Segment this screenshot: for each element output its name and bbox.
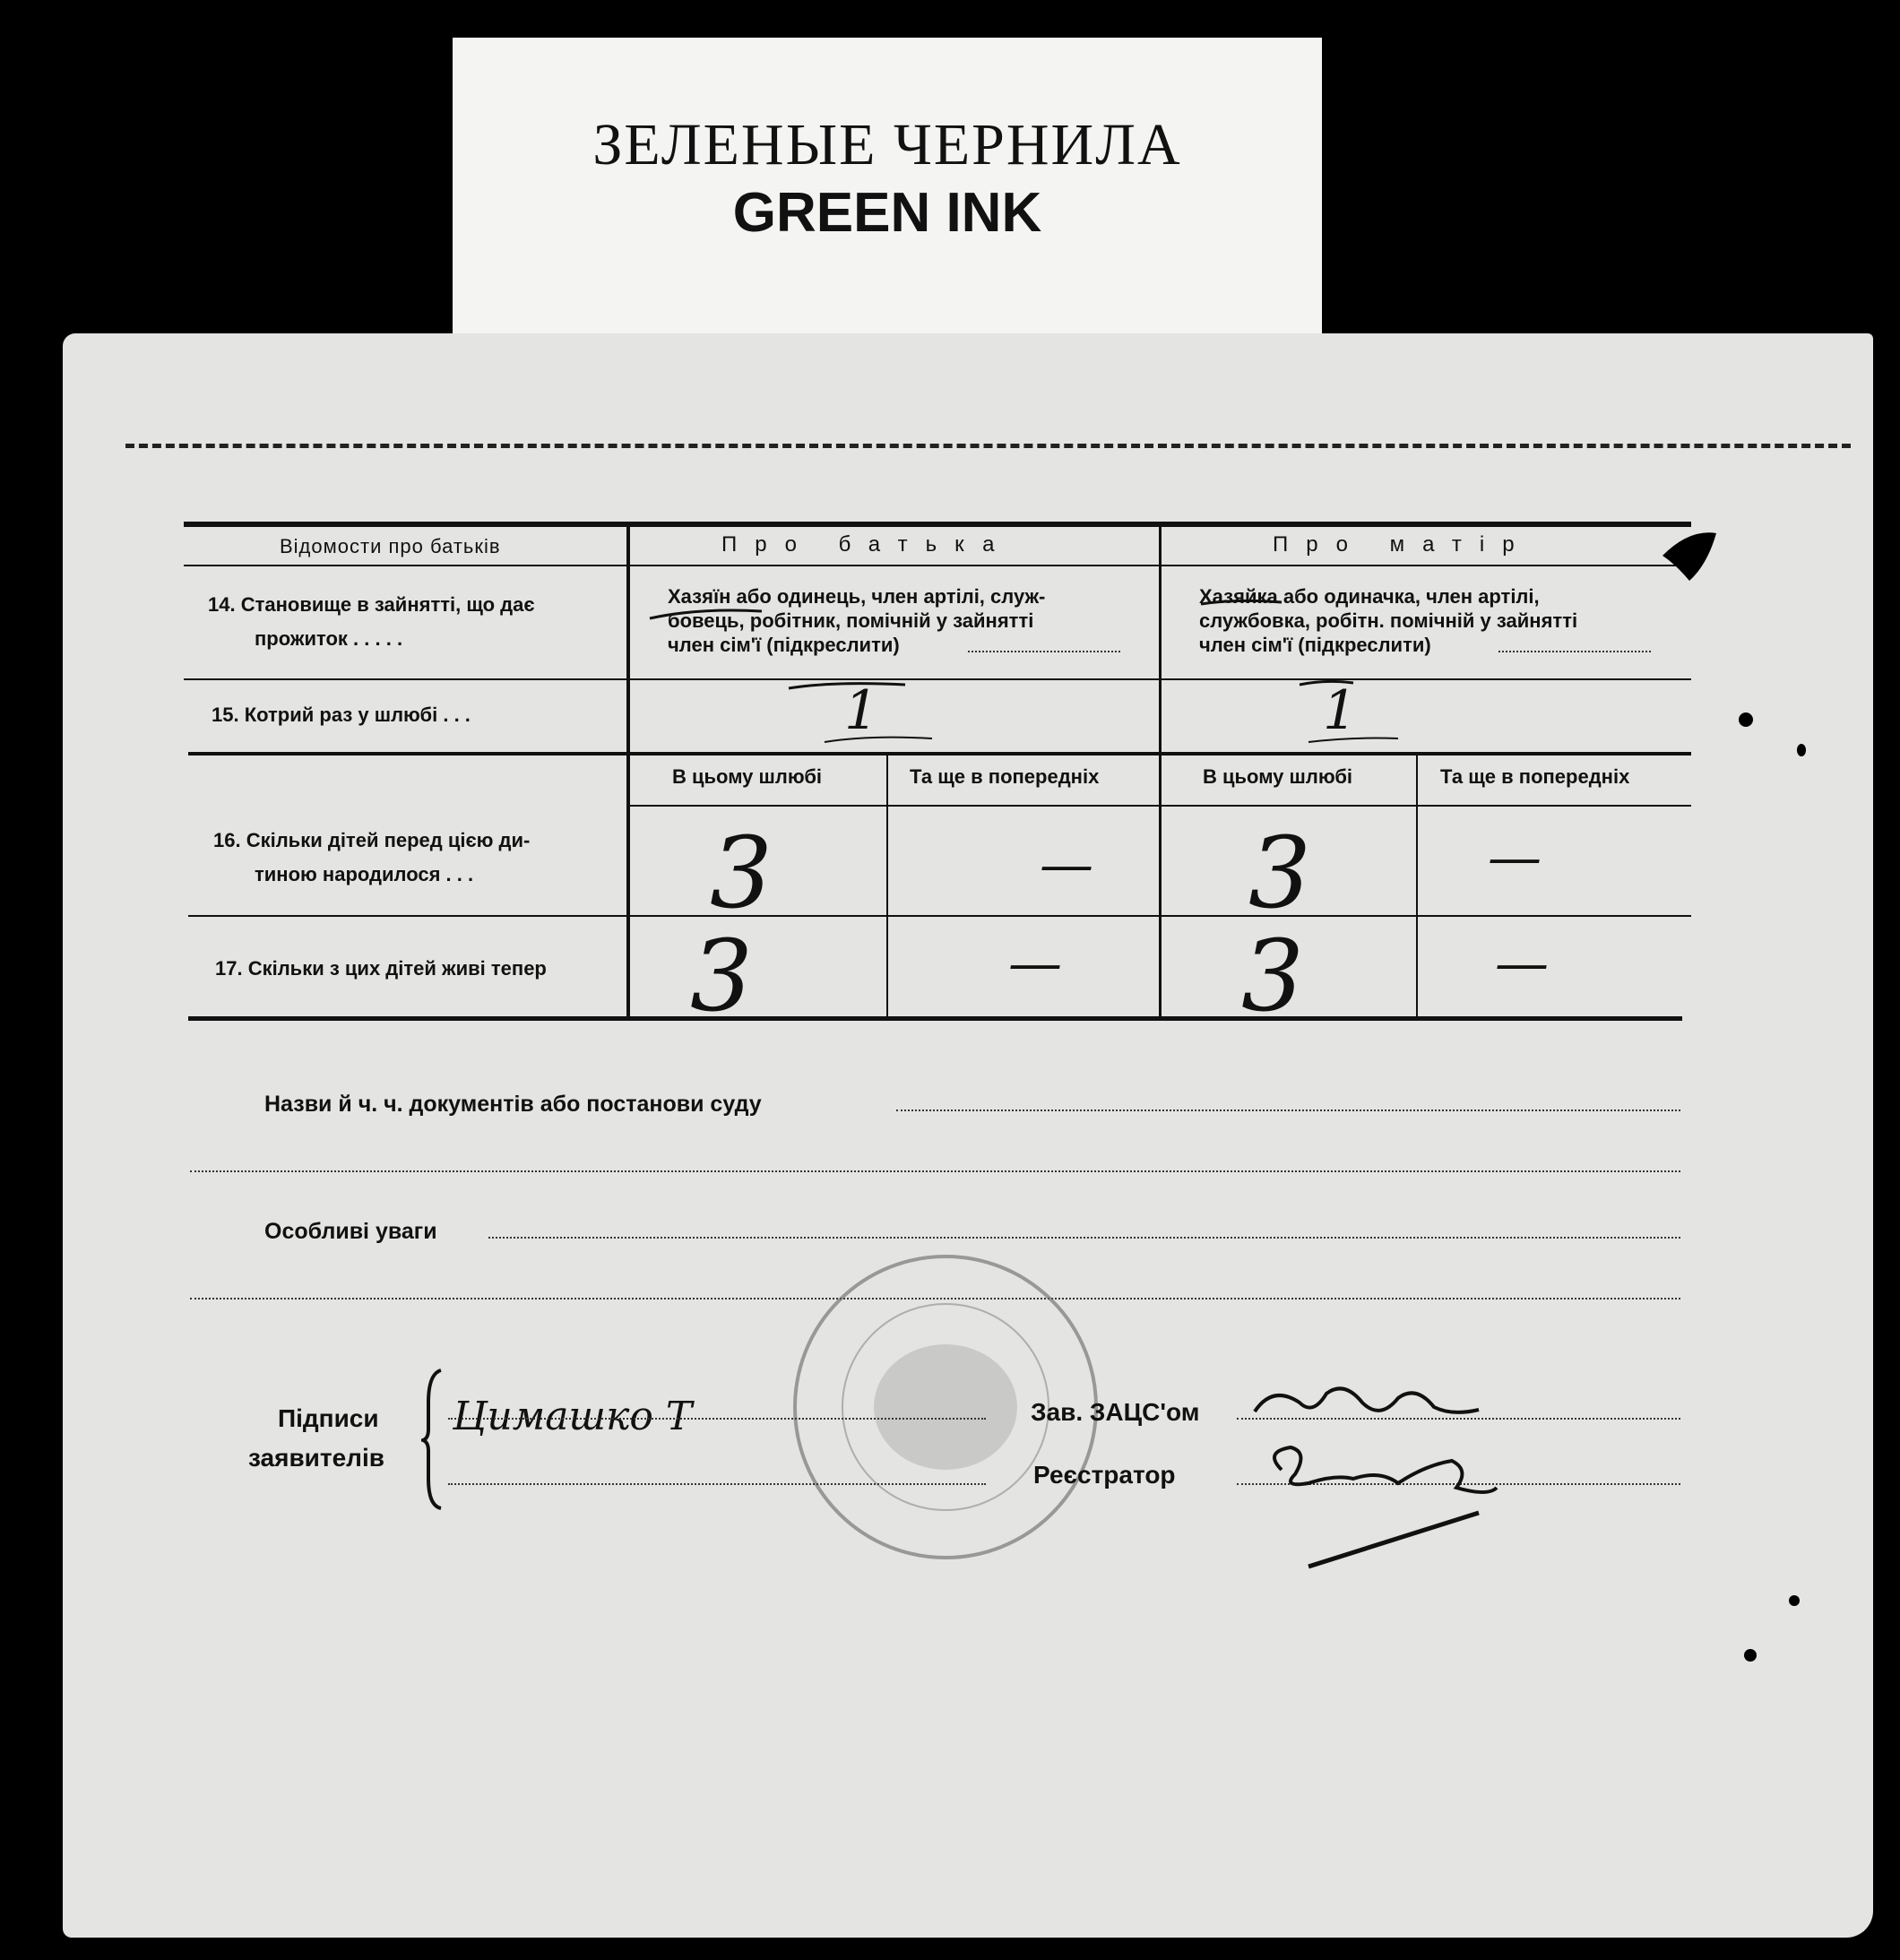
table-bottom-rule: [188, 1016, 1682, 1021]
margin-mark-2: [1797, 744, 1806, 756]
notes-label: Особливі уваги: [264, 1219, 437, 1244]
subheader-mother-prev: Та ще в попередніх: [1440, 765, 1630, 788]
row14-mother-line1: Хазяйка або одиначка, член артілі,: [1199, 585, 1540, 608]
applicants-label-line1: Підписи: [278, 1404, 379, 1432]
applicant-sign-dots-1: [448, 1418, 986, 1420]
row17-father-this: 3: [690, 919, 753, 1033]
applicants-brace: [421, 1367, 448, 1510]
margin-mark-3: [1789, 1595, 1800, 1606]
row14-father-dots: [968, 651, 1120, 652]
registrar-label: Реєстратор: [1033, 1461, 1176, 1489]
header-about-father: Про батька: [721, 532, 1013, 557]
margin-mark-4: [1744, 1649, 1757, 1662]
ink-label-card: [453, 38, 1322, 347]
row16-mother-prev: —: [1488, 826, 1542, 889]
row14-underline-marks: [645, 591, 1291, 627]
documents-dots-1: [896, 1110, 1680, 1111]
table-top-rule: [184, 522, 1691, 527]
row15-father-value: 1: [844, 679, 879, 742]
row14-mother-line2: службовка, робітн. помічній у зайнятті: [1199, 609, 1578, 632]
row14-father-line3: член сім'ї (підкреслити): [668, 634, 900, 656]
row14-label-line1: 14. Становище в зайнятті, що дає: [208, 593, 535, 616]
row16-mother-this: 3: [1248, 816, 1311, 930]
documents-dots-2: [190, 1170, 1680, 1172]
row17-label: 17. Скільки з цих дітей живі тепер: [215, 957, 547, 980]
row14-father-line1: Хазяїн або одинець, член артілі, служ-: [668, 585, 1046, 608]
applicant-signature: Цимашко Т: [453, 1394, 693, 1439]
row16-rule: [188, 915, 1691, 917]
row17-mother-prev: —: [1495, 932, 1549, 995]
col-divider-mother-sub: [1416, 754, 1418, 1018]
row14-mother-line3: член сім'ї (підкреслити): [1199, 634, 1431, 656]
applicants-label-line2: заявителів: [248, 1444, 384, 1472]
row14-mother-dots: [1498, 651, 1651, 652]
row16-father-prev: —: [1040, 833, 1093, 896]
row16-label-line2: тиною народилося . . .: [255, 863, 474, 885]
row17-mother-this: 3: [1241, 919, 1304, 1033]
col-divider-father-sub: [886, 754, 888, 1018]
binding-hole-mark: [1658, 529, 1721, 583]
perforation-line: [125, 444, 1851, 448]
header-about-mother: Про матір: [1273, 532, 1533, 557]
subheader-father-this: В цьому шлюбі: [672, 765, 823, 788]
subheader-mother-this: В цьому шлюбі: [1203, 765, 1353, 788]
notes-dots-1: [488, 1237, 1680, 1239]
margin-mark-1: [1739, 712, 1753, 727]
label-english: GREEN INK: [732, 182, 1042, 244]
head-signature: [1246, 1376, 1488, 1429]
row15-strokes: [771, 672, 1398, 753]
head-zags-label: Зав. ЗАЦС'ом: [1031, 1398, 1200, 1426]
applicant-sign-dots-2: [448, 1483, 986, 1485]
documents-label: Назви й ч. ч. документів або постанови суду: [264, 1092, 762, 1117]
subheader-father-prev: Та ще в попередніх: [910, 765, 1100, 788]
row14-father-line2: бовець, робітник, помічній у зайнятті: [668, 609, 1034, 632]
header-rule: [184, 565, 1691, 566]
label-russian: ЗЕЛЕНЫЕ ЧЕРНИЛА: [592, 112, 1182, 177]
row16-label-line1: 16. Скільки дітей перед цією ди-: [213, 829, 531, 851]
row17-father-prev: —: [1008, 932, 1062, 995]
registrar-signature: [1255, 1434, 1515, 1577]
header-parents-info: Відомости про батьків: [280, 535, 501, 557]
row15-label: 15. Котрий раз у шлюбі . . .: [212, 704, 471, 726]
row14-label-line2: прожиток . . . . .: [255, 627, 403, 650]
row15-mother-value: 1: [1323, 679, 1358, 742]
row16-father-this: 3: [710, 816, 773, 930]
document-sheet: [63, 333, 1873, 1938]
col-divider-1: [626, 524, 630, 1019]
